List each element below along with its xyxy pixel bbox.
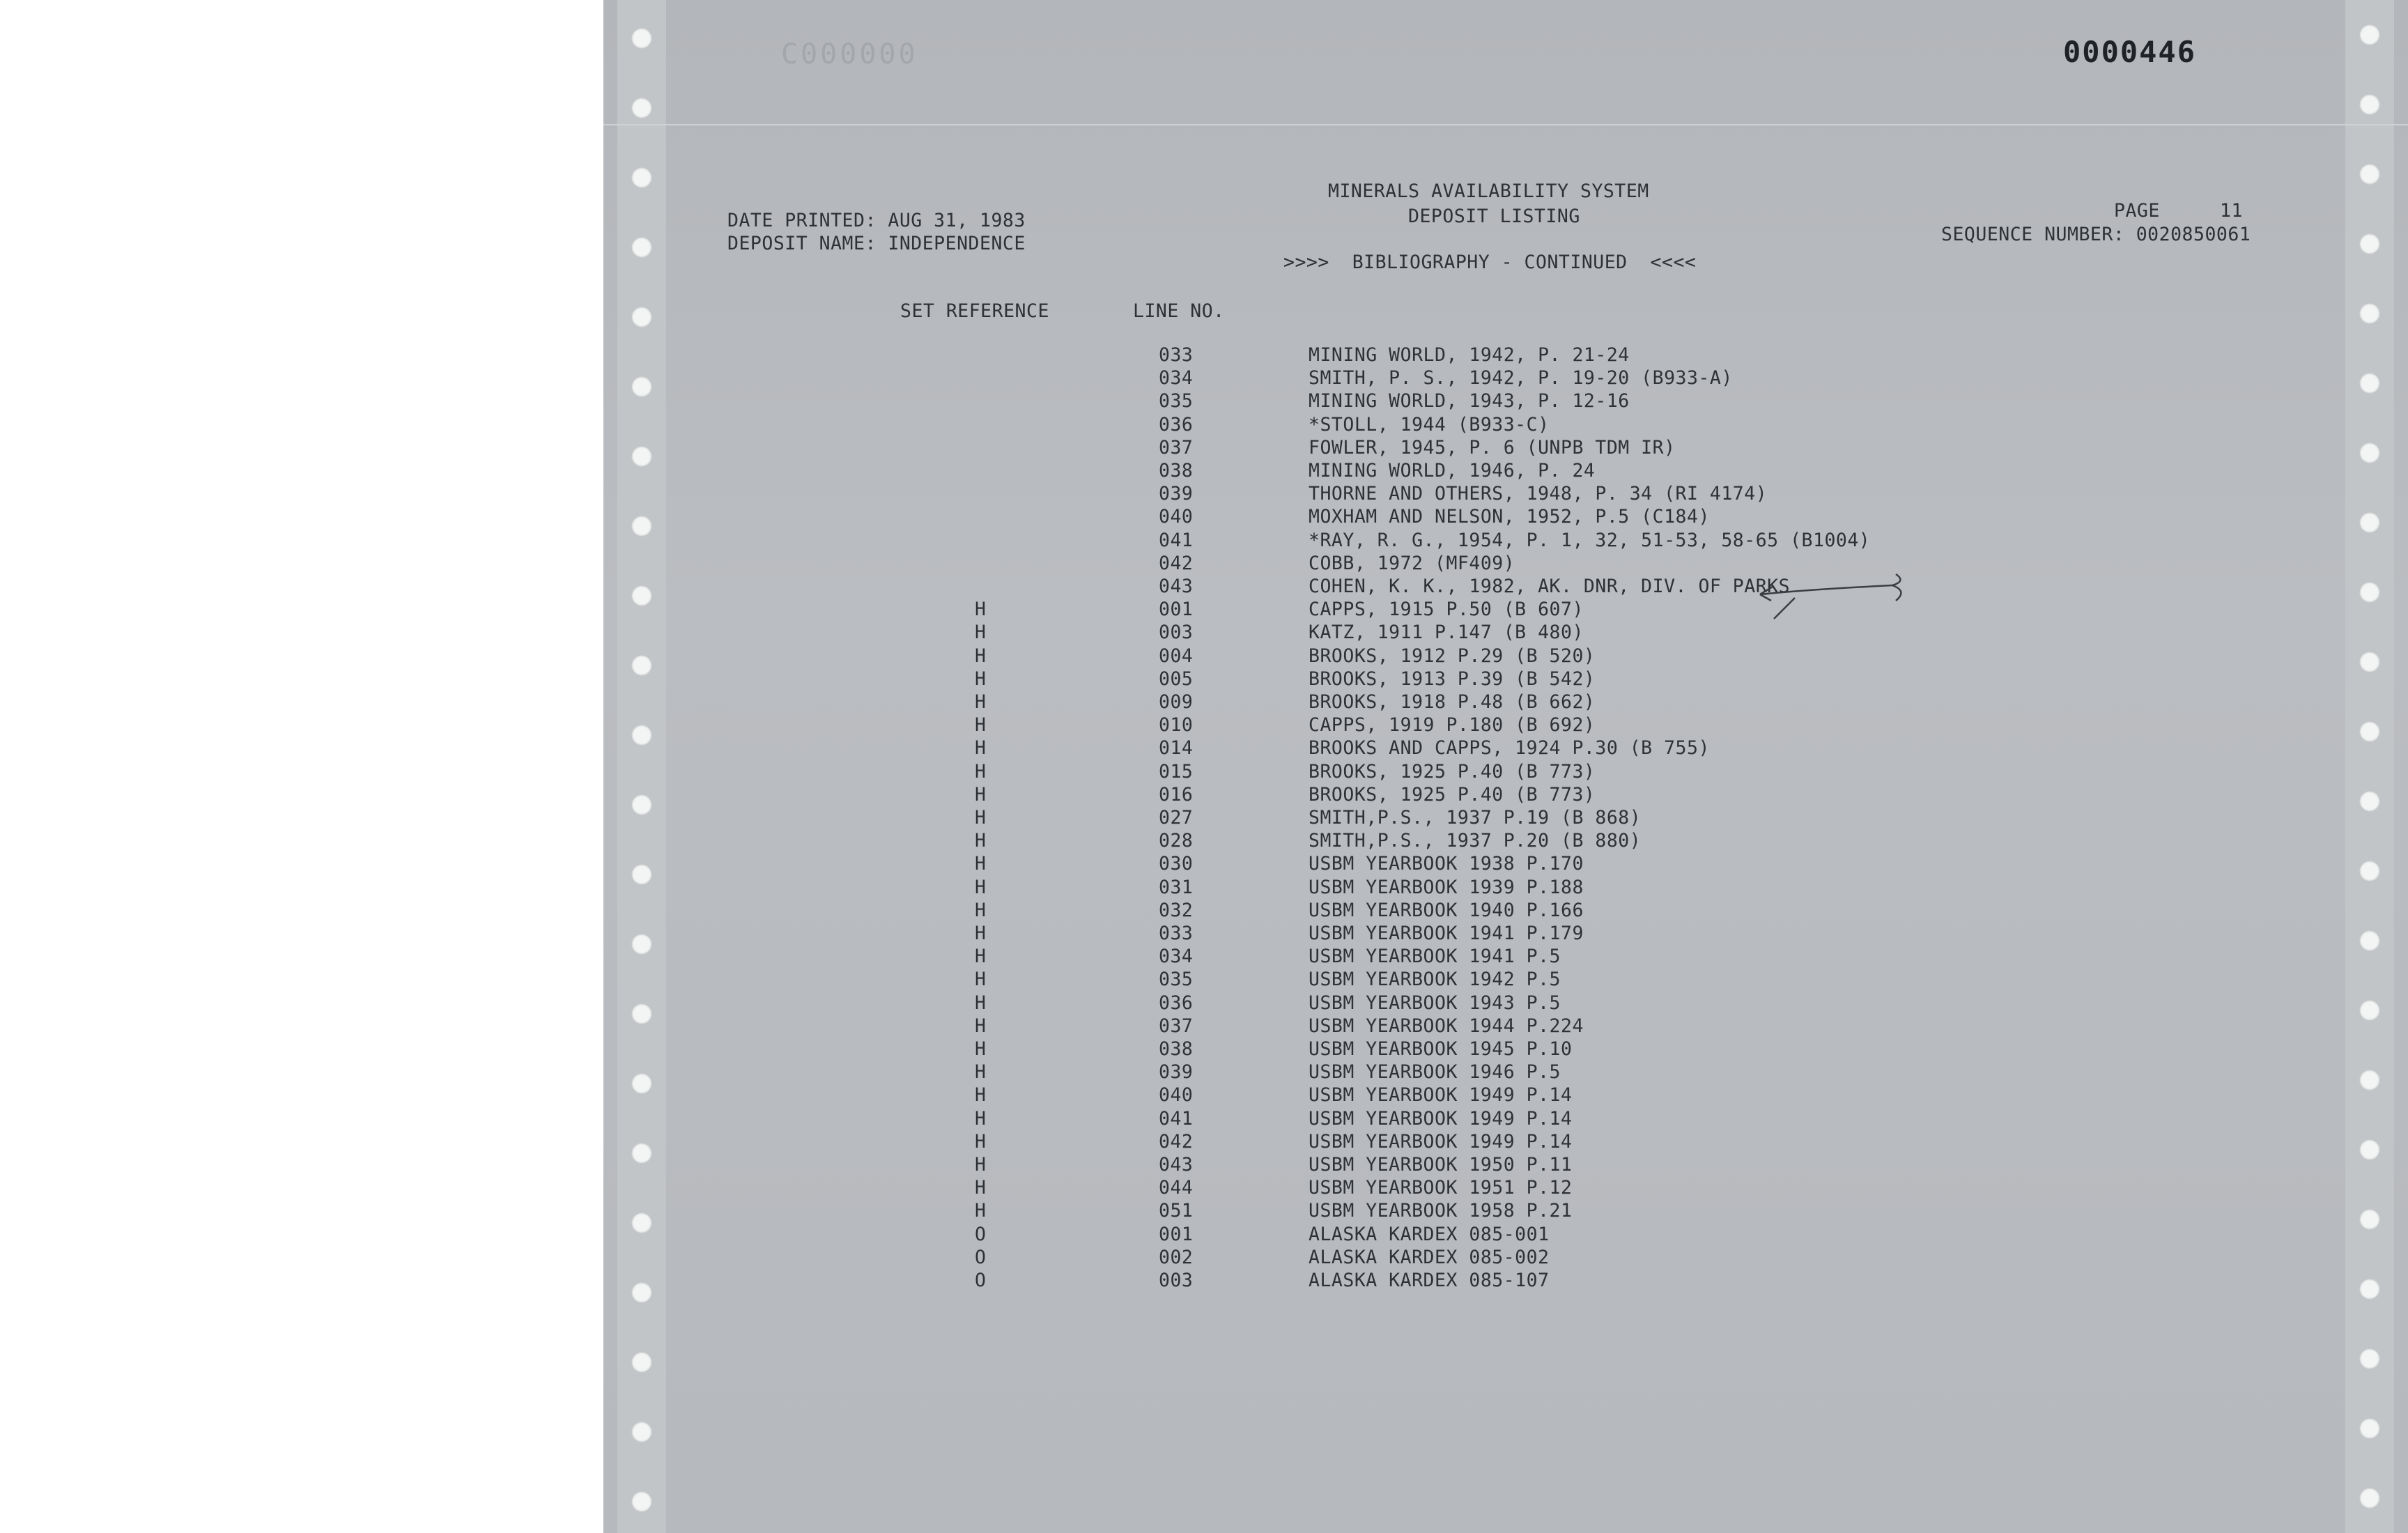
faded-stamp-number: C000000 bbox=[781, 38, 918, 70]
reference-cell: BROOKS, 1918 P.48 (B 662) bbox=[1309, 691, 1596, 713]
feed-hole bbox=[631, 237, 652, 258]
set-reference-cell: H bbox=[975, 691, 987, 713]
reference-cell: COBB, 1972 (MF409) bbox=[1309, 553, 1515, 574]
line-number-cell: 039 bbox=[1159, 1061, 1194, 1083]
reference-cell: ALASKA KARDEX 085-002 bbox=[1309, 1247, 1550, 1268]
line-number-header: LINE NO. bbox=[1133, 300, 1225, 322]
line-number-cell: 037 bbox=[1159, 437, 1194, 459]
line-number-cell: 038 bbox=[1159, 1038, 1194, 1060]
set-reference-cell: H bbox=[975, 1015, 987, 1037]
feed-hole bbox=[2359, 1348, 2380, 1369]
reference-cell: USBM YEARBOOK 1941 P.179 bbox=[1309, 923, 1584, 944]
feed-hole bbox=[631, 585, 652, 606]
set-reference-cell: H bbox=[975, 761, 987, 783]
set-reference-cell: H bbox=[975, 877, 987, 898]
set-reference-cell: H bbox=[975, 1061, 987, 1083]
feed-hole bbox=[631, 446, 652, 467]
feed-hole bbox=[631, 1422, 652, 1442]
set-reference-cell: H bbox=[975, 645, 987, 667]
feed-hole bbox=[631, 167, 652, 188]
feed-hole bbox=[2359, 652, 2380, 672]
line-number-cell: 040 bbox=[1159, 506, 1194, 527]
line-number-cell: 003 bbox=[1159, 1270, 1194, 1291]
line-number-cell: 009 bbox=[1159, 691, 1194, 713]
set-reference-cell: H bbox=[975, 1177, 987, 1199]
line-number-cell: 016 bbox=[1159, 784, 1194, 806]
feed-hole bbox=[2359, 1000, 2380, 1021]
line-number-cell: 005 bbox=[1159, 668, 1194, 690]
reference-cell: ALASKA KARDEX 085-107 bbox=[1309, 1270, 1550, 1291]
reference-cell: BROOKS, 1912 P.29 (B 520) bbox=[1309, 645, 1596, 667]
line-number-cell: 033 bbox=[1159, 923, 1194, 944]
set-reference-cell: O bbox=[975, 1224, 987, 1245]
set-reference-cell: H bbox=[975, 1131, 987, 1153]
reference-cell: USBM YEARBOOK 1949 P.14 bbox=[1309, 1084, 1573, 1106]
feed-hole bbox=[631, 794, 652, 815]
feed-hole bbox=[631, 376, 652, 397]
feed-hole bbox=[2359, 791, 2380, 812]
reference-cell: USBM YEARBOOK 1938 P.170 bbox=[1309, 853, 1584, 875]
feed-hole bbox=[631, 1282, 652, 1303]
line-number-cell: 037 bbox=[1159, 1015, 1194, 1037]
page-perforation bbox=[603, 124, 2408, 125]
feed-hole bbox=[2359, 1488, 2380, 1509]
line-number-cell: 034 bbox=[1159, 367, 1194, 389]
reference-cell: FOWLER, 1945, P. 6 (UNPB TDM IR) bbox=[1309, 437, 1676, 459]
feed-hole bbox=[2359, 1070, 2380, 1091]
feed-hole bbox=[631, 934, 652, 955]
set-reference-cell: H bbox=[975, 737, 987, 759]
reference-cell: USBM YEARBOOK 1951 P.12 bbox=[1309, 1177, 1573, 1199]
date-printed: DATE PRINTED: AUG 31, 1983 bbox=[727, 210, 1026, 231]
line-number-cell: 036 bbox=[1159, 414, 1194, 436]
line-number-cell: 036 bbox=[1159, 992, 1194, 1014]
reference-cell: ALASKA KARDEX 085-001 bbox=[1309, 1224, 1550, 1245]
reference-cell: USBM YEARBOOK 1944 P.224 bbox=[1309, 1015, 1584, 1037]
line-number-cell: 042 bbox=[1159, 553, 1194, 574]
reference-cell: KATZ, 1911 P.147 (B 480) bbox=[1309, 622, 1584, 643]
feed-hole bbox=[2359, 1279, 2380, 1300]
reference-cell: CAPPS, 1915 P.50 (B 607) bbox=[1309, 599, 1584, 620]
set-reference-cell: H bbox=[975, 1084, 987, 1106]
line-number-cell: 041 bbox=[1159, 1108, 1194, 1130]
line-number-cell: 033 bbox=[1159, 344, 1194, 366]
feed-hole bbox=[631, 307, 652, 328]
line-number-cell: 039 bbox=[1159, 483, 1194, 504]
reference-cell: USBM YEARBOOK 1940 P.166 bbox=[1309, 900, 1584, 921]
line-number-cell: 001 bbox=[1159, 1224, 1194, 1245]
line-number-cell: 027 bbox=[1159, 807, 1194, 829]
set-reference-cell: H bbox=[975, 668, 987, 690]
set-reference-cell: H bbox=[975, 622, 987, 643]
feed-hole bbox=[631, 28, 652, 49]
feed-hole bbox=[2359, 442, 2380, 463]
set-reference-cell: H bbox=[975, 807, 987, 829]
line-number-cell: 041 bbox=[1159, 530, 1194, 551]
line-number-cell: 043 bbox=[1159, 1154, 1194, 1176]
feed-hole bbox=[2359, 721, 2380, 742]
feed-hole bbox=[2359, 303, 2380, 324]
feed-hole bbox=[2359, 164, 2380, 185]
reference-cell: BROOKS, 1925 P.40 (B 773) bbox=[1309, 784, 1596, 806]
reference-cell: USBM YEARBOOK 1941 P.5 bbox=[1309, 946, 1561, 967]
feed-hole bbox=[2359, 930, 2380, 951]
reference-cell: USBM YEARBOOK 1949 P.14 bbox=[1309, 1131, 1573, 1153]
set-reference-cell: H bbox=[975, 599, 987, 620]
reference-cell: USBM YEARBOOK 1946 P.5 bbox=[1309, 1061, 1561, 1083]
feed-hole bbox=[631, 1212, 652, 1233]
page-number: 11 bbox=[2220, 200, 2243, 222]
reference-cell: USBM YEARBOOK 1942 P.5 bbox=[1309, 969, 1561, 990]
reference-cell: USBM YEARBOOK 1939 P.188 bbox=[1309, 877, 1584, 898]
line-number-cell: 014 bbox=[1159, 737, 1194, 759]
system-title: MINERALS AVAILABILITY SYSTEM bbox=[1328, 180, 1649, 202]
line-number-cell: 043 bbox=[1159, 576, 1194, 597]
set-reference-cell: H bbox=[975, 946, 987, 967]
set-reference-cell: H bbox=[975, 1108, 987, 1130]
set-reference-cell: H bbox=[975, 853, 987, 875]
printout-page bbox=[603, 0, 2408, 1533]
left-tractor-strip bbox=[617, 0, 666, 1533]
line-number-cell: 028 bbox=[1159, 830, 1194, 852]
feed-hole bbox=[631, 98, 652, 118]
feed-hole bbox=[631, 516, 652, 537]
feed-hole bbox=[2359, 1418, 2380, 1439]
feed-hole bbox=[2359, 1139, 2380, 1160]
line-number-cell: 038 bbox=[1159, 460, 1194, 482]
line-number-cell: 034 bbox=[1159, 946, 1194, 967]
line-number-cell: 001 bbox=[1159, 599, 1194, 620]
reference-cell: USBM YEARBOOK 1949 P.14 bbox=[1309, 1108, 1573, 1130]
set-reference-cell: H bbox=[975, 714, 987, 736]
reference-cell: BROOKS, 1925 P.40 (B 773) bbox=[1309, 761, 1596, 783]
line-number-cell: 040 bbox=[1159, 1084, 1194, 1106]
set-reference-cell: H bbox=[975, 830, 987, 852]
line-number-cell: 032 bbox=[1159, 900, 1194, 921]
feed-hole bbox=[631, 725, 652, 746]
set-reference-cell: H bbox=[975, 1154, 987, 1176]
feed-hole bbox=[631, 655, 652, 676]
line-number-cell: 015 bbox=[1159, 761, 1194, 783]
feed-hole bbox=[2359, 233, 2380, 254]
set-reference-cell: H bbox=[975, 923, 987, 944]
feed-hole bbox=[631, 1073, 652, 1094]
listing-title: DEPOSIT LISTING bbox=[1408, 206, 1580, 227]
document-number: 0000446 bbox=[2063, 35, 2197, 69]
right-tractor-strip bbox=[2345, 0, 2394, 1533]
set-reference-cell: H bbox=[975, 992, 987, 1014]
reference-cell: USBM YEARBOOK 1945 P.10 bbox=[1309, 1038, 1573, 1060]
line-number-cell: 031 bbox=[1159, 877, 1194, 898]
deposit-name: DEPOSIT NAME: INDEPENDENCE bbox=[727, 233, 1026, 254]
line-number-cell: 042 bbox=[1159, 1131, 1194, 1153]
reference-cell: MOXHAM AND NELSON, 1952, P.5 (C184) bbox=[1309, 506, 1710, 527]
line-number-cell: 003 bbox=[1159, 622, 1194, 643]
line-number-cell: 002 bbox=[1159, 1247, 1194, 1268]
feed-hole bbox=[2359, 861, 2380, 881]
reference-cell: USBM YEARBOOK 1950 P.11 bbox=[1309, 1154, 1573, 1176]
line-number-cell: 030 bbox=[1159, 853, 1194, 875]
reference-cell: BROOKS AND CAPPS, 1924 P.30 (B 755) bbox=[1309, 737, 1710, 759]
feed-hole bbox=[631, 1143, 652, 1164]
feed-hole bbox=[631, 1491, 652, 1512]
feed-hole bbox=[2359, 1209, 2380, 1230]
reference-cell: *RAY, R. G., 1954, P. 1, 32, 51-53, 58-65 (B1004) bbox=[1309, 530, 1871, 551]
feed-hole bbox=[2359, 373, 2380, 394]
set-reference-cell: H bbox=[975, 784, 987, 806]
section-title: >>>> BIBLIOGRAPHY - CONTINUED <<<< bbox=[1283, 252, 1697, 273]
reference-cell: CAPPS, 1919 P.180 (B 692) bbox=[1309, 714, 1596, 736]
set-reference-cell: H bbox=[975, 969, 987, 990]
reference-cell: SMITH,P.S., 1937 P.20 (B 880) bbox=[1309, 830, 1642, 852]
handwritten-arrow-annotation bbox=[1753, 570, 1913, 633]
set-reference-header: SET REFERENCE bbox=[900, 300, 1049, 322]
feed-hole bbox=[631, 1003, 652, 1024]
reference-cell: MINING WORLD, 1946, P. 24 bbox=[1309, 460, 1596, 482]
feed-hole bbox=[2359, 512, 2380, 533]
reference-cell: MINING WORLD, 1943, P. 12-16 bbox=[1309, 390, 1630, 412]
set-reference-cell: H bbox=[975, 1038, 987, 1060]
reference-cell: USBM YEARBOOK 1958 P.21 bbox=[1309, 1200, 1573, 1222]
line-number-cell: 044 bbox=[1159, 1177, 1194, 1199]
set-reference-cell: O bbox=[975, 1247, 987, 1268]
line-number-cell: 035 bbox=[1159, 390, 1194, 412]
reference-cell: USBM YEARBOOK 1943 P.5 bbox=[1309, 992, 1561, 1014]
line-number-cell: 004 bbox=[1159, 645, 1194, 667]
line-number-cell: 010 bbox=[1159, 714, 1194, 736]
reference-cell: COHEN, K. K., 1982, AK. DNR, DIV. OF PARKS bbox=[1309, 576, 1791, 597]
set-reference-cell: H bbox=[975, 1200, 987, 1222]
feed-hole bbox=[2359, 582, 2380, 603]
line-number-cell: 035 bbox=[1159, 969, 1194, 990]
feed-hole bbox=[2359, 24, 2380, 45]
reference-cell: THORNE AND OTHERS, 1948, P. 34 (RI 4174) bbox=[1309, 483, 1768, 504]
set-reference-cell: H bbox=[975, 900, 987, 921]
set-reference-cell: O bbox=[975, 1270, 987, 1291]
reference-cell: SMITH, P. S., 1942, P. 19-20 (B933-A) bbox=[1309, 367, 1733, 389]
feed-hole bbox=[631, 1352, 652, 1373]
reference-cell: SMITH,P.S., 1937 P.19 (B 868) bbox=[1309, 807, 1642, 829]
sequence-number: SEQUENCE NUMBER: 0020850061 bbox=[1941, 224, 2251, 245]
reference-cell: BROOKS, 1913 P.39 (B 542) bbox=[1309, 668, 1596, 690]
feed-hole bbox=[2359, 94, 2380, 115]
line-number-cell: 051 bbox=[1159, 1200, 1194, 1222]
feed-hole bbox=[631, 864, 652, 885]
reference-cell: *STOLL, 1944 (B933-C) bbox=[1309, 414, 1550, 436]
reference-cell: MINING WORLD, 1942, P. 21-24 bbox=[1309, 344, 1630, 366]
page-label: PAGE bbox=[2114, 200, 2160, 222]
